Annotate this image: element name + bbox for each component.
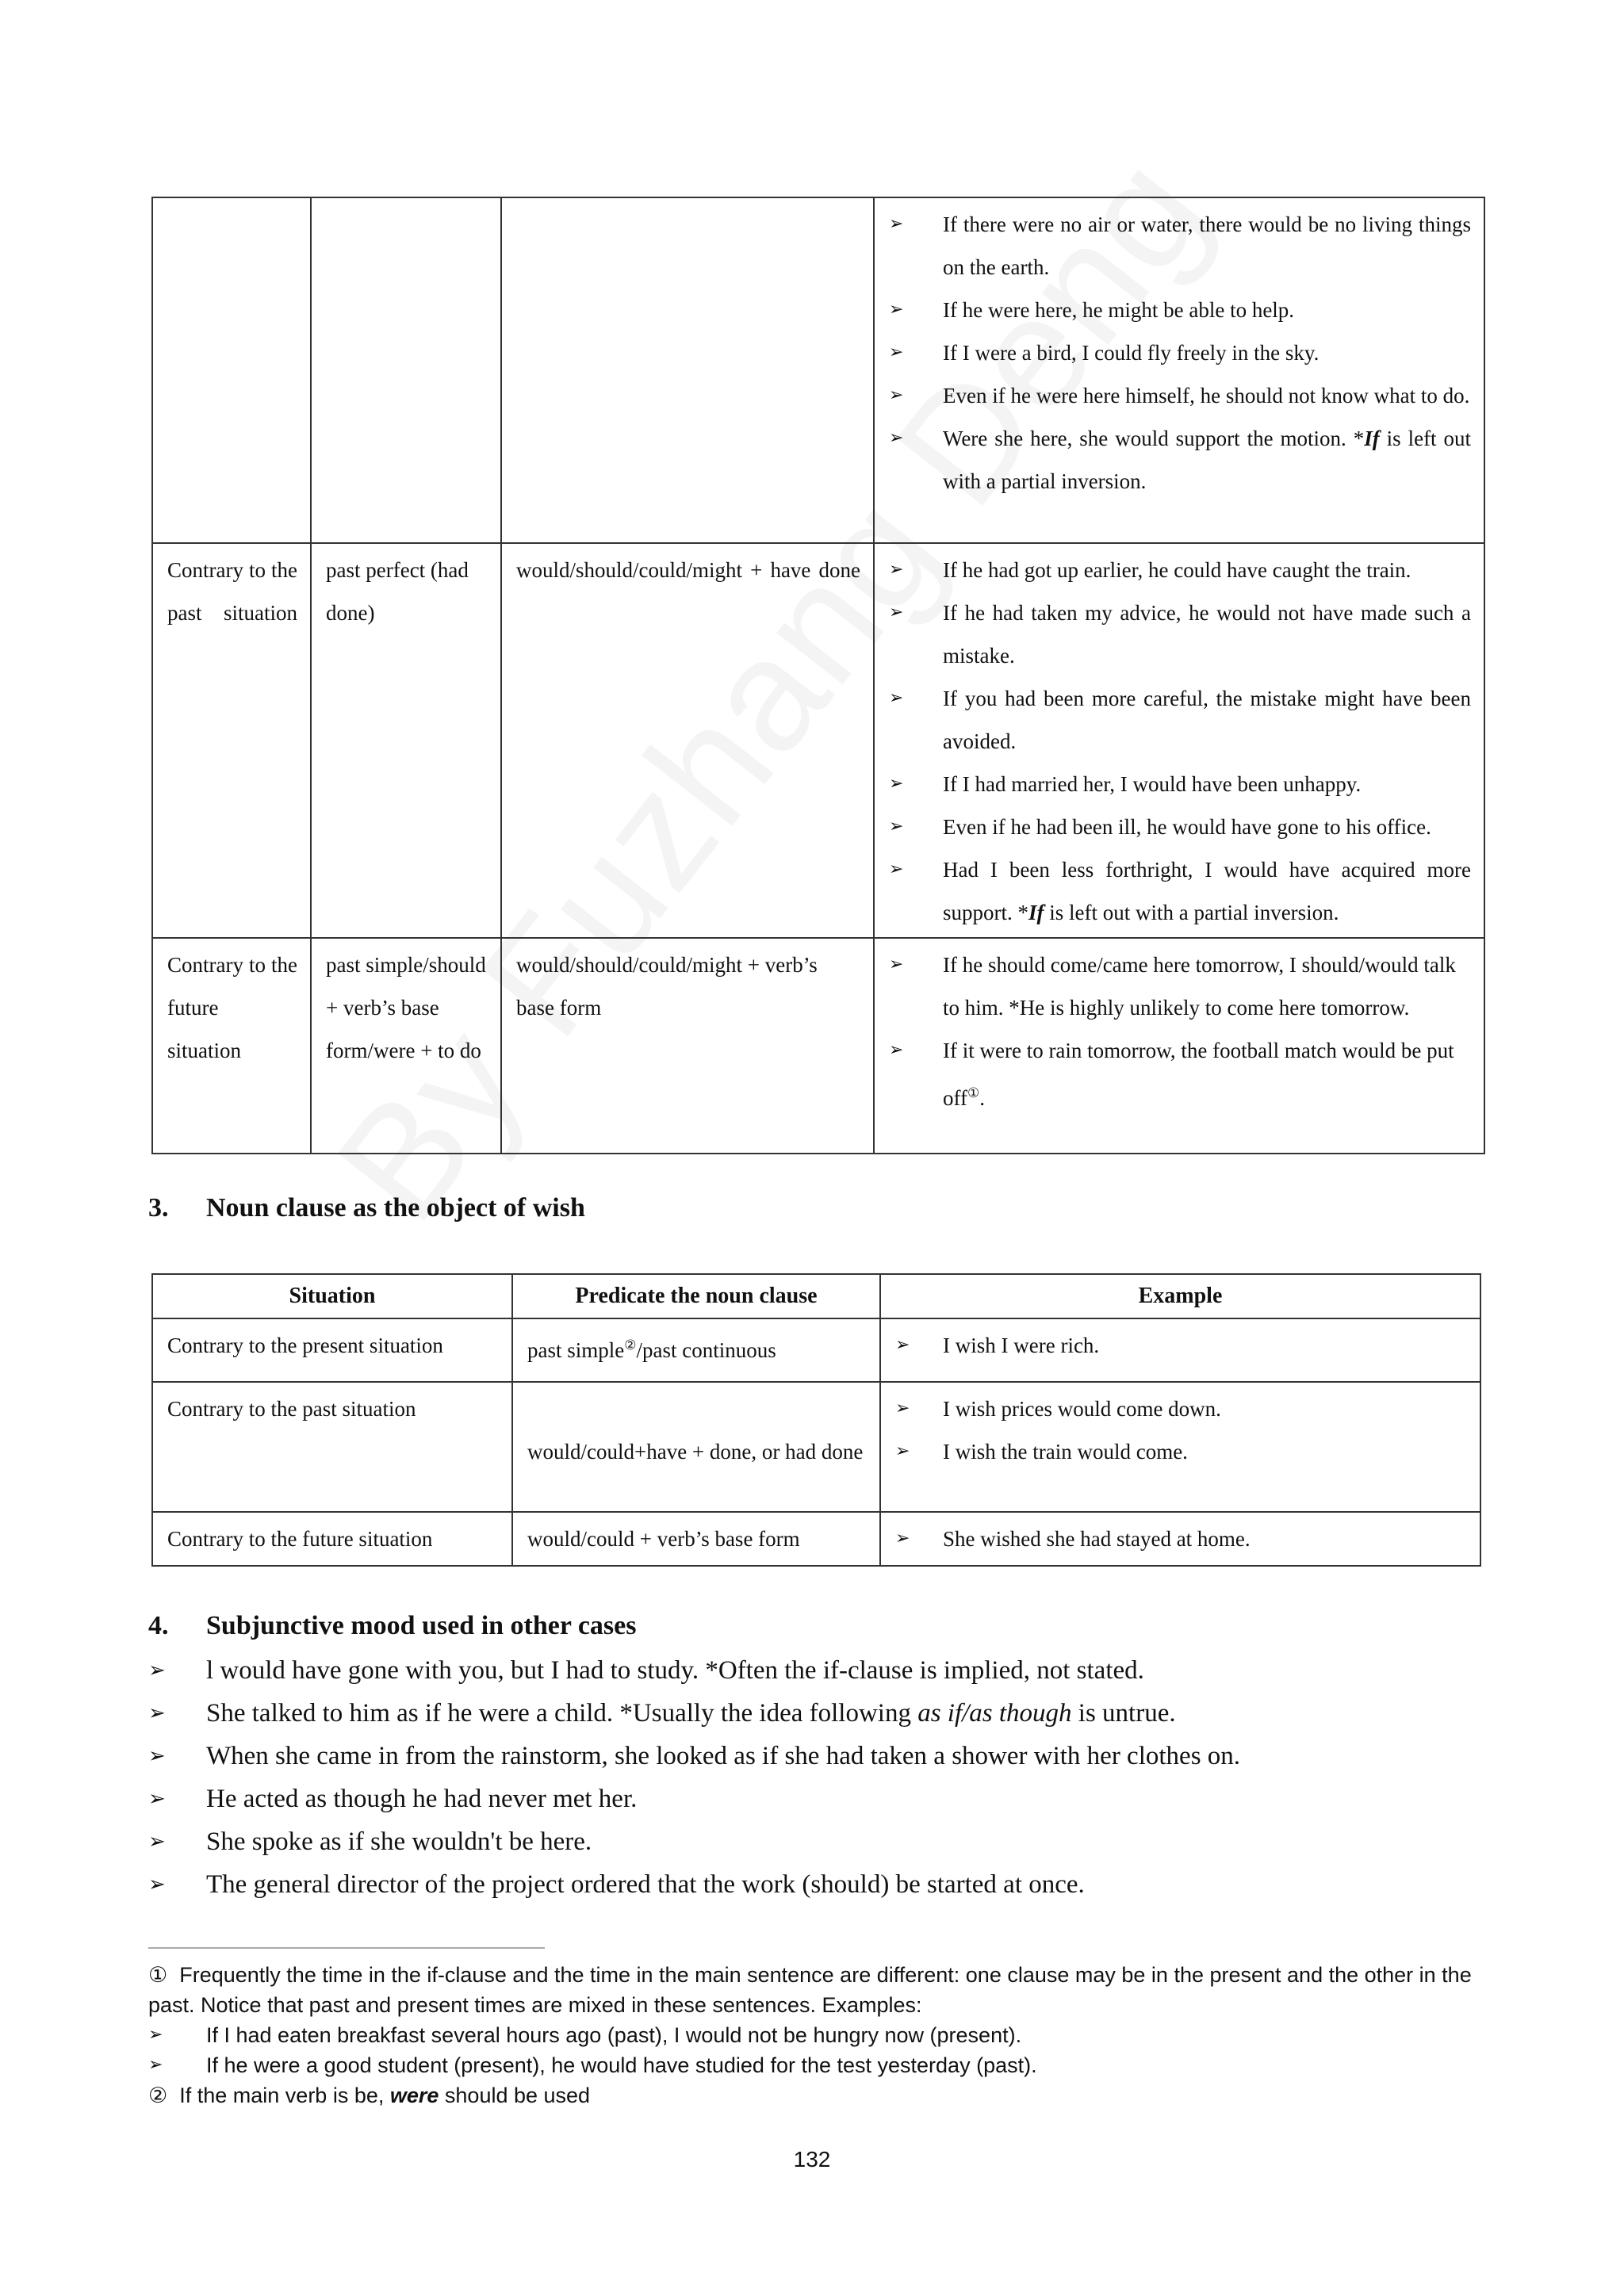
predicate-text: past simple bbox=[527, 1338, 625, 1362]
table-row bbox=[152, 1382, 1480, 1512]
example-text-part: If it were to rain tomorrow, the football match would be put off bbox=[943, 1039, 1454, 1110]
section-heading bbox=[148, 1193, 585, 1223]
wish-table bbox=[151, 1273, 1481, 1567]
examples-cell bbox=[880, 1318, 1480, 1382]
examples-cell bbox=[880, 1382, 1480, 1512]
arrow-bullet-icon: ➢ bbox=[889, 859, 904, 879]
example-text-part: is left out with a partial inversion. bbox=[943, 427, 1471, 493]
situation-cell bbox=[152, 1512, 512, 1566]
footnote-ref: ② bbox=[624, 1337, 637, 1353]
arrow-bullet-icon: ➢ bbox=[889, 428, 904, 448]
predicate-text: would/could+have + done, or had done bbox=[527, 1440, 864, 1464]
main-clause-text: would/should/could/might + have done bbox=[516, 558, 860, 582]
if-clause-text: past perfect (had done) bbox=[326, 558, 469, 625]
arrow-bullet-icon: ➢ bbox=[895, 1441, 910, 1461]
example-text bbox=[943, 1029, 1471, 1119]
footnote-example-list bbox=[148, 2020, 1496, 2080]
list-item bbox=[889, 763, 1471, 806]
footnote-example-text: If he were a good student (present), he would have studied for the test yesterday (past). bbox=[206, 2053, 1037, 2077]
example-text-part: . bbox=[979, 1086, 985, 1110]
section-title: Subjunctive mood used in other cases bbox=[206, 1611, 637, 1640]
example-text: If there were no air or water, there would be no living things on the earth. bbox=[943, 212, 1471, 279]
emphasis-text: were bbox=[389, 2084, 439, 2107]
item-text-part: The general director of the project ordered that the work (should) be started at once. bbox=[206, 1870, 1085, 1899]
footnote-2 bbox=[148, 2080, 1496, 2110]
situation-text: Contrary to the past situation bbox=[167, 1397, 416, 1421]
column-header: Example bbox=[880, 1274, 1480, 1318]
example-text: If I were a bird, I could fly freely in the sky. bbox=[943, 341, 1320, 365]
footnote-text: Frequently the time in the if-clause and the time in the main sentence are different: one clause may be in the present and the other in the past. Notice that past and present times are mixed in these sentences. Examples: bbox=[148, 1963, 1472, 2017]
main-clause-cell bbox=[501, 938, 874, 1154]
item-text-part: He acted as though he had never met her. bbox=[206, 1785, 638, 1813]
list-item bbox=[889, 331, 1471, 374]
list-item bbox=[889, 943, 1471, 1029]
situation-text: Contrary to the present situation bbox=[167, 1334, 443, 1357]
example-text: Even if he were here himself, he should not know what to do. bbox=[943, 384, 1470, 408]
list-item bbox=[889, 591, 1471, 677]
item-text bbox=[206, 1692, 1176, 1735]
table-row bbox=[152, 1512, 1480, 1566]
item-text bbox=[206, 1863, 1085, 1906]
example-text-part: Were she here, she would support the motion. * bbox=[943, 427, 1365, 450]
arrow-bullet-icon: ➢ bbox=[889, 214, 904, 234]
example-text: If I had married her, I would have been unhappy. bbox=[943, 772, 1362, 796]
list-item bbox=[895, 1387, 1467, 1430]
list-item bbox=[889, 289, 1471, 331]
section-heading bbox=[148, 1611, 637, 1641]
list-item bbox=[148, 1649, 1496, 1692]
situation-cell bbox=[152, 197, 311, 543]
arrow-bullet-icon: ➢ bbox=[889, 603, 904, 622]
arrow-bullet-icon: ➢ bbox=[148, 2055, 163, 2075]
arrow-bullet-icon: ➢ bbox=[148, 1873, 166, 1896]
arrow-bullet-icon: ➢ bbox=[895, 1335, 910, 1355]
list-item bbox=[889, 1029, 1471, 1119]
arrow-bullet-icon: ➢ bbox=[148, 2025, 163, 2045]
arrow-bullet-icon: ➢ bbox=[889, 774, 904, 794]
main-clause-cell bbox=[501, 197, 874, 543]
list-item bbox=[895, 1430, 1467, 1473]
list-item bbox=[889, 806, 1471, 848]
page-number: 132 bbox=[793, 2147, 831, 2172]
item-text bbox=[206, 1820, 592, 1863]
arrow-bullet-icon: ➢ bbox=[889, 385, 904, 405]
situation-cell bbox=[152, 938, 311, 1154]
example-text: She wished she had stayed at home. bbox=[943, 1527, 1251, 1551]
list-item bbox=[148, 1692, 1496, 1735]
arrow-bullet-icon: ➢ bbox=[889, 817, 904, 836]
arrow-bullet-icon: ➢ bbox=[889, 1040, 904, 1060]
arrow-bullet-icon: ➢ bbox=[889, 560, 904, 580]
footnote-text-part: should be used bbox=[439, 2084, 591, 2107]
list-item bbox=[148, 1777, 1496, 1820]
footnote-example-text: If I had eaten breakfast several hours ago (past), I would not be hungry now (present). bbox=[206, 2023, 1022, 2047]
situation-text: Contrary to the future situation bbox=[167, 1527, 433, 1551]
example-text: I wish prices would come down. bbox=[943, 1397, 1221, 1421]
item-text bbox=[206, 1649, 1144, 1692]
predicate-text: would/could + verb’s base form bbox=[527, 1527, 800, 1551]
list-item bbox=[889, 374, 1471, 417]
arrow-bullet-icon: ➢ bbox=[889, 688, 904, 708]
column-header: Situation bbox=[152, 1274, 512, 1318]
footnote-1 bbox=[148, 1960, 1496, 2020]
if-clause-text: past simple/should + verb’s base form/were + to do bbox=[326, 953, 486, 1062]
situation-text: Contrary to the future situation bbox=[167, 953, 297, 1062]
section-number: 4. bbox=[148, 1611, 169, 1640]
conditional-table bbox=[151, 197, 1485, 1154]
list-item bbox=[148, 2050, 1496, 2080]
examples-cell bbox=[880, 1512, 1480, 1566]
arrow-bullet-icon: ➢ bbox=[889, 955, 904, 974]
example-list bbox=[895, 1387, 1467, 1473]
emphasis-text: as if/as though bbox=[917, 1699, 1072, 1728]
example-list bbox=[889, 549, 1471, 934]
footnote-ref: ① bbox=[967, 1085, 980, 1100]
predicate-cell bbox=[512, 1318, 880, 1382]
example-text bbox=[943, 848, 1471, 934]
list-item bbox=[889, 549, 1471, 591]
item-text-part: When she came in from the rainstorm, she looked as if she had taken a shower with her clothes on. bbox=[206, 1742, 1241, 1770]
example-text: If he should come/came here tomorrow, I should/would talk to him. *He is highly unlikely to come here tomorrow. bbox=[943, 953, 1456, 1020]
example-list bbox=[895, 1324, 1467, 1367]
list-item bbox=[148, 2020, 1496, 2050]
situation-cell bbox=[152, 543, 311, 938]
table-row bbox=[152, 938, 1484, 1154]
situation-cell bbox=[152, 1382, 512, 1512]
example-text: If he had taken my advice, he would not have made such a mistake. bbox=[943, 601, 1471, 668]
item-text-part: is untrue. bbox=[1071, 1699, 1176, 1728]
column-header: Predicate the noun clause bbox=[512, 1274, 880, 1318]
footnotes bbox=[148, 1960, 1496, 2110]
item-text-part: She talked to him as if he were a child. *Usually the idea following bbox=[206, 1699, 918, 1728]
if-clause-cell bbox=[311, 938, 501, 1154]
examples-cell bbox=[874, 197, 1484, 543]
situation-cell bbox=[152, 1318, 512, 1382]
predicate-text-part: /past continuous bbox=[636, 1338, 776, 1362]
example-text: If he had got up earlier, he could have caught the train. bbox=[943, 558, 1411, 582]
arrow-bullet-icon: ➢ bbox=[889, 342, 904, 362]
arrow-bullet-icon: ➢ bbox=[148, 1659, 166, 1682]
section-title: Noun clause as the object of wish bbox=[206, 1193, 585, 1223]
arrow-bullet-icon: ➢ bbox=[889, 300, 904, 320]
arrow-bullet-icon: ➢ bbox=[148, 1787, 166, 1811]
if-clause-cell bbox=[311, 543, 501, 938]
arrow-bullet-icon: ➢ bbox=[148, 1830, 166, 1854]
arrow-bullet-icon: ➢ bbox=[148, 1744, 166, 1768]
main-clause-text: would/should/could/might + verb’s base form bbox=[516, 953, 818, 1020]
list-item bbox=[889, 848, 1471, 934]
arrow-bullet-icon: ➢ bbox=[895, 1529, 910, 1548]
example-text: Even if he had been ill, he would have gone to his office. bbox=[943, 815, 1431, 839]
example-text: I wish I were rich. bbox=[943, 1334, 1100, 1357]
example-text bbox=[943, 417, 1471, 503]
other-cases-list bbox=[148, 1649, 1496, 1906]
table-row bbox=[152, 197, 1484, 543]
examples-cell bbox=[874, 543, 1484, 938]
item-text bbox=[206, 1735, 1240, 1777]
footnote-mark: ② bbox=[148, 2084, 168, 2107]
main-clause-cell bbox=[501, 543, 874, 938]
section-number: 3. bbox=[148, 1193, 169, 1223]
if-clause-cell bbox=[311, 197, 501, 543]
footnote-text: If the main verb is be, bbox=[179, 2084, 390, 2107]
table-row bbox=[152, 543, 1484, 938]
example-text: If you had been more careful, the mistake might have been avoided. bbox=[943, 687, 1471, 753]
example-list bbox=[889, 203, 1471, 503]
situation-text: Contrary to the past situation bbox=[167, 558, 297, 625]
predicate-cell bbox=[512, 1512, 880, 1566]
example-text: I wish the train would come. bbox=[943, 1440, 1188, 1464]
example-text: If he were here, he might be able to help. bbox=[943, 298, 1295, 322]
list-item bbox=[895, 1324, 1467, 1367]
footnote-divider bbox=[148, 1947, 545, 1949]
list-item bbox=[148, 1820, 1496, 1863]
list-item bbox=[889, 417, 1471, 503]
list-item bbox=[889, 203, 1471, 289]
list-item bbox=[148, 1863, 1496, 1906]
arrow-bullet-icon: ➢ bbox=[895, 1399, 910, 1418]
list-item bbox=[895, 1517, 1467, 1560]
arrow-bullet-icon: ➢ bbox=[148, 1701, 166, 1725]
table-header-row bbox=[152, 1274, 1480, 1318]
example-text-part: Had I been less forthright, I would have acquired more support. * bbox=[943, 858, 1471, 924]
list-item bbox=[889, 677, 1471, 763]
list-item bbox=[148, 1735, 1496, 1777]
item-text-part: She spoke as if she wouldn't be here. bbox=[206, 1827, 592, 1856]
footnote-mark: ① bbox=[148, 1963, 168, 1987]
example-text-part: is left out with a partial inversion. bbox=[1044, 901, 1339, 924]
examples-cell bbox=[874, 938, 1484, 1154]
example-list bbox=[895, 1517, 1467, 1560]
item-text bbox=[206, 1777, 637, 1820]
emphasis-text: If bbox=[1028, 901, 1044, 924]
emphasis-text: If bbox=[1364, 427, 1380, 450]
predicate-cell bbox=[512, 1382, 880, 1512]
table-row bbox=[152, 1318, 1480, 1382]
item-text-part: l would have gone with you, but I had to study. *Often the if-clause is implied, not stated. bbox=[206, 1656, 1144, 1685]
example-list bbox=[889, 943, 1471, 1119]
